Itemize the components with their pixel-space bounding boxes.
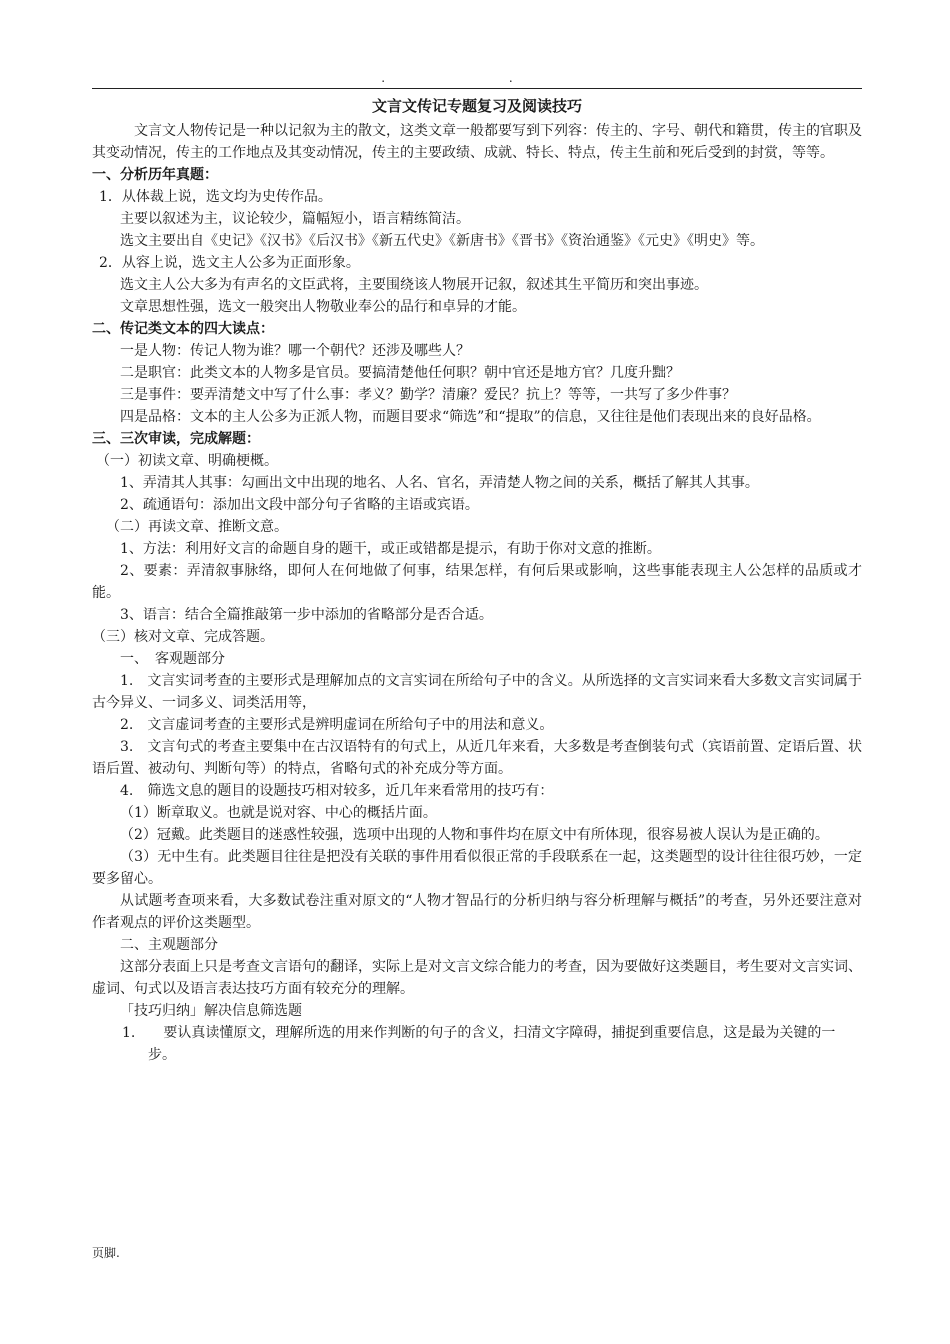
technique-2: （2）冠戴。此类题目的迷惑性较强，选项中出现的人物和事件均在原文中有所体现，很容易被人误认为是正确的。 xyxy=(120,827,829,843)
subjective-paragraph: 这部分表面上只是考查文言语句的翻译，实际上是对文言文综合能力的考查，因为要做好这类题目，考生要对文言实词、虚词、句式以及语言表达技巧方面有较充分的理解。 xyxy=(92,959,862,997)
s1-line-4: 2．从容上说，选文主人公多为正面形象。 xyxy=(99,255,360,271)
s3-b-line-1: 1、方法：利用好文言的命题自身的题干，或正或错都是提示，有助于你对文意的推断。 xyxy=(120,541,661,557)
intro-paragraph: 文言文人物传记是一种以记叙为主的散文，这类文章一般都要写到下列容：传主的、字号、朝代和籍贯，传主的官职及其变动情况，传主的工作地点及其变动情况，传主的主要政绩、成就、特长、特点，传主生前和死后受到的封赏，等等。 xyxy=(92,123,862,161)
skill-title: 「技巧归纳」解决信息筛选题 xyxy=(120,1003,302,1019)
s1-line-1: 1．从体裁上说，选文均为史传作品。 xyxy=(99,189,332,205)
s2-line-4: 四是品格：文本的主人公多为正派人物，而题目要求“筛选”和“提取”的信息，又往往是他们表现出来的良好品格。 xyxy=(120,409,821,425)
technique-1: （1）断章取义。也就是说对容、中心的概括片面。 xyxy=(120,805,437,821)
section-2-heading: 二、传记类文本的四大读点： xyxy=(92,321,274,337)
s2-line-1: 一是人物：传记人物为谁？哪一个朝代？还涉及哪些人？ xyxy=(120,343,470,359)
s2-line-3: 三是事件：要弄清楚文中写了什么事：孝义？勤学？清廉？爱民？抗上？等等，一共写了多少件事？ xyxy=(120,387,736,403)
document-body xyxy=(92,94,862,1066)
objective-item-2: 2. 文言虚词考查的主要形式是辨明虚词在所给句子中的用法和意义。 xyxy=(120,717,554,733)
objective-item-3: 3. 文言句式的考查主要集中在古汉语特有的句式上，从近几年来看，大多数是考查倒装句式（宾语前置、定语后置、状语后置、被动句、判断句等）的特点，省略句式的补充成分等方面。 xyxy=(92,739,862,777)
section-1-heading: 一、分析历年真题： xyxy=(92,167,218,183)
subjective-title: 二、主观题部分 xyxy=(120,937,218,953)
objective-item-4: 4. 筛选文息的题目的设题技巧相对较多，近几年来看常用的技巧有： xyxy=(120,783,554,799)
s2-line-2: 二是职官：此类文本的人物多是官员。要搞清楚他任何职？朝中官还是地方官？几度升黜？ xyxy=(120,365,680,381)
page-footer: 页脚. xyxy=(92,1246,120,1260)
document-title: 文言文传记专题复习及阅读技巧 xyxy=(371,97,582,115)
objective-title: 一、 客观题部分 xyxy=(120,651,225,667)
s3-a-line-2: 2、疏通语句：添加出文段中部分句子省略的主语或宾语。 xyxy=(120,497,479,513)
s3-sub-b-title: （二）再读文章、推断文意。 xyxy=(106,519,288,535)
objective-summary: 从试题考查项来看，大多数试卷注重对原文的“人物才智品行的分析归纳与容分析理解与概括”的考查，另外还要注意对作者观点的评价这类题型。 xyxy=(92,893,862,931)
technique-3: （3）无中生有。此类题目往往是把没有关联的事件用看似很正常的手段联系在一起，这类题型的设计往往很巧妙，一定要多留心。 xyxy=(92,849,862,887)
s3-b-line-2: 2、要素：弄清叙事脉络，即何人在何地做了何事，结果怎样，有何后果或影响，这些事能表现主人公怎样的品质或才能。 xyxy=(92,563,862,601)
section-3-heading: 三、三次审读，完成解题： xyxy=(92,431,260,447)
s1-line-2: 主要以叙述为主，议论较少，篇幅短小，语言精练简洁。 xyxy=(120,211,470,227)
s1-line-3: 选文主要出自《史记》《汉书》《后汉书》《新五代史》《新唐书》《晋书》《资治通鉴》《元史》《明史》等。 xyxy=(120,233,764,249)
header-dots: . . xyxy=(381,71,573,85)
s1-line-6: 文章思想性强，选文一般突出人物敬业奉公的品行和卓异的才能。 xyxy=(120,299,526,315)
s3-sub-a-title: （一）初读文章、明确梗概。 xyxy=(96,453,278,469)
s1-line-5: 选文主人公大多为有声名的文臣武将，主要围绕该人物展开记叙，叙述其生平简历和突出事迹。 xyxy=(120,277,708,293)
s3-sub-c-title: （三）核对文章、完成答题。 xyxy=(92,629,274,645)
s3-a-line-1: 1、弄清其人其事：勾画出文中出现的地名、人名、官名，弄清楚人物之间的关系，概括了解其人其事。 xyxy=(120,475,759,491)
s3-b-line-3: 3、语言：结合全篇推敲第一步中添加的省略部分是否合适。 xyxy=(120,607,493,623)
page-header xyxy=(92,72,862,89)
objective-item-1: 1. 文言实词考查的主要形式是理解加点的文言实词在所给句子中的含义。从所选择的文言实词来看大多数文言实词属于古今异义、一词多义、词类活用等， xyxy=(92,673,862,711)
skill-item-1: 1. 要认真读懂原文，理解所选的用来作判断的句子的含义，扫清文字障碍，捕捉到重要信息，这是最为关键的一步。 xyxy=(122,1025,836,1063)
